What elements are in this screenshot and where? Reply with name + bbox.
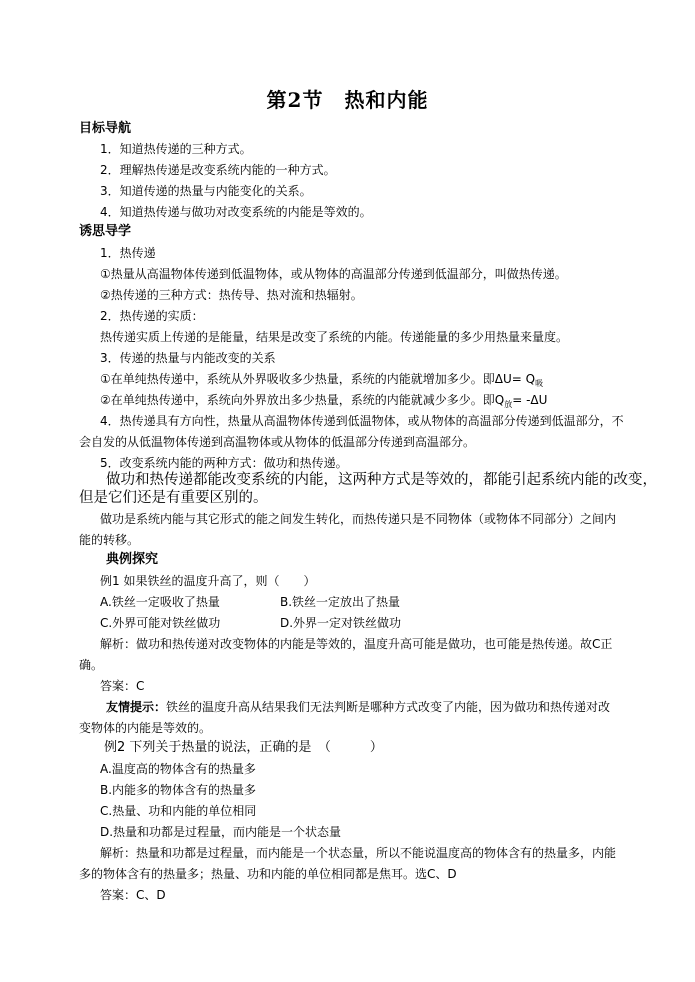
guide-section-1: 1．热传递 <box>100 246 156 260</box>
example-2-answer: 答案：C、D <box>100 888 166 902</box>
formula-subscript: 放 <box>504 400 513 409</box>
example-1-option-b: B.铁丝一定放出了热量 <box>280 595 401 609</box>
goal-item: 3．知道传递的热量与内能变化的关系。 <box>100 184 312 198</box>
goal-item: 4．知道热传递与做功对改变系统的内能是等效的。 <box>100 205 372 219</box>
guide-text: 热传递实质上传递的是能量，结果是改变了系统的内能。传递能量的多少用热量来量度。 <box>100 330 569 344</box>
guide-text: ②热传递的三种方式：热传导、热对流和热辐射。 <box>100 288 363 302</box>
guide-section-3: 3．传递的热量与内能改变的关系 <box>100 351 276 365</box>
example-1-tip <box>106 699 610 715</box>
example-2-option-d: D.热量和功都是过程量，而内能是一个状态量 <box>100 825 342 839</box>
example-1-analysis: 确。 <box>79 658 104 672</box>
example-2-option-a: A.温度高的物体含有的热量多 <box>100 762 256 776</box>
example-1-question: 例1 如果铁丝的温度升高了，则（ ） <box>100 574 316 588</box>
guide-paragraph: 做功和热传递都能改变系统的内能，这两种方式是等效的，都能引起系统内能的改变， <box>106 472 657 488</box>
example-1-option-d: D.外界一定对铁丝做功 <box>280 616 402 630</box>
example-1-analysis: 解析：做功和热传递对改变物体的内能是等效的，温度升高可能是做功，也可能是热传递。故C正 <box>100 637 613 651</box>
formula-text: ②在单纯热传递中，系统向外界放出多少热量，系统的内能就减少多少。即Q <box>100 393 505 407</box>
formula-text: = -ΔU <box>512 393 548 407</box>
guide-section-5: 5．改变系统内能的两种方式：做功和热传递。 <box>100 456 348 470</box>
guide-paragraph: 但是它们还是有重要区别的。 <box>79 490 268 506</box>
guide-text: 4．热传递具有方向性，热量从高温物体传递到低温物体，或从物体的高温部分传递到低温部分，不 <box>100 414 624 428</box>
guide-text-formula-1 <box>100 371 543 392</box>
example-1-option-c: C.外界可能对铁丝做功 <box>100 616 221 630</box>
goals-heading: 目标导航 <box>79 121 132 136</box>
example-2-question: 例2 下列关于热量的说法，正确的是 （ ） <box>104 740 383 755</box>
page-title: 第2节 热和内能 <box>266 88 429 112</box>
guide-paragraph: 能的转移。 <box>79 533 140 547</box>
example-1-answer: 答案：C <box>100 679 145 693</box>
example-2-analysis: 解析：热量和功都是过程量，而内能是一个状态量，所以不能说温度高的物体含有的热量多，内能 <box>100 846 617 860</box>
guide-heading: 诱思导学 <box>79 224 132 239</box>
example-2-option-b: B.内能多的物体含有的热量多 <box>100 783 257 797</box>
example-1-option-a: A.铁丝一定吸收了热量 <box>100 595 220 609</box>
goal-item: 1．知道热传递的三种方式。 <box>100 142 252 156</box>
goal-item: 2．理解热传递是改变系统内能的一种方式。 <box>100 163 336 177</box>
example-2-analysis: 多的物体含有的热量多；热量、功和内能的单位相同都是焦耳。选C、D <box>79 867 457 881</box>
formula-subscript: 吸 <box>535 379 544 388</box>
guide-paragraph: 做功是系统内能与其它形式的能之间发生转化，而热传递只是不同物体（或物体不同部分）之间内 <box>100 512 617 526</box>
formula-text: ①在单纯热传递中，系统从外界吸收多少热量，系统的内能就增加多少。即ΔU= Q <box>100 372 536 386</box>
example-2-option-c: C.热量、功和内能的单位相同 <box>100 804 257 818</box>
tip-label: 友情提示： <box>106 700 167 714</box>
guide-section-2: 2．热传递的实质： <box>100 309 204 323</box>
example-1-tip: 变物体的内能是等效的。 <box>79 721 212 735</box>
guide-text: ①热量从高温物体传递到低温物体，或从物体的高温部分传递到低温部分，叫做热传递。 <box>100 267 567 281</box>
tip-text: 铁丝的温度升高从结果我们无法判断是哪种方式改变了内能，因为做功和热传递对改 <box>166 700 611 714</box>
guide-text: 会自发的从低温物体传递到高温物体或从物体的低温部分传递到高温部分。 <box>79 435 476 449</box>
examples-heading: 典例探究 <box>106 552 159 567</box>
guide-text-formula-2 <box>100 392 547 413</box>
